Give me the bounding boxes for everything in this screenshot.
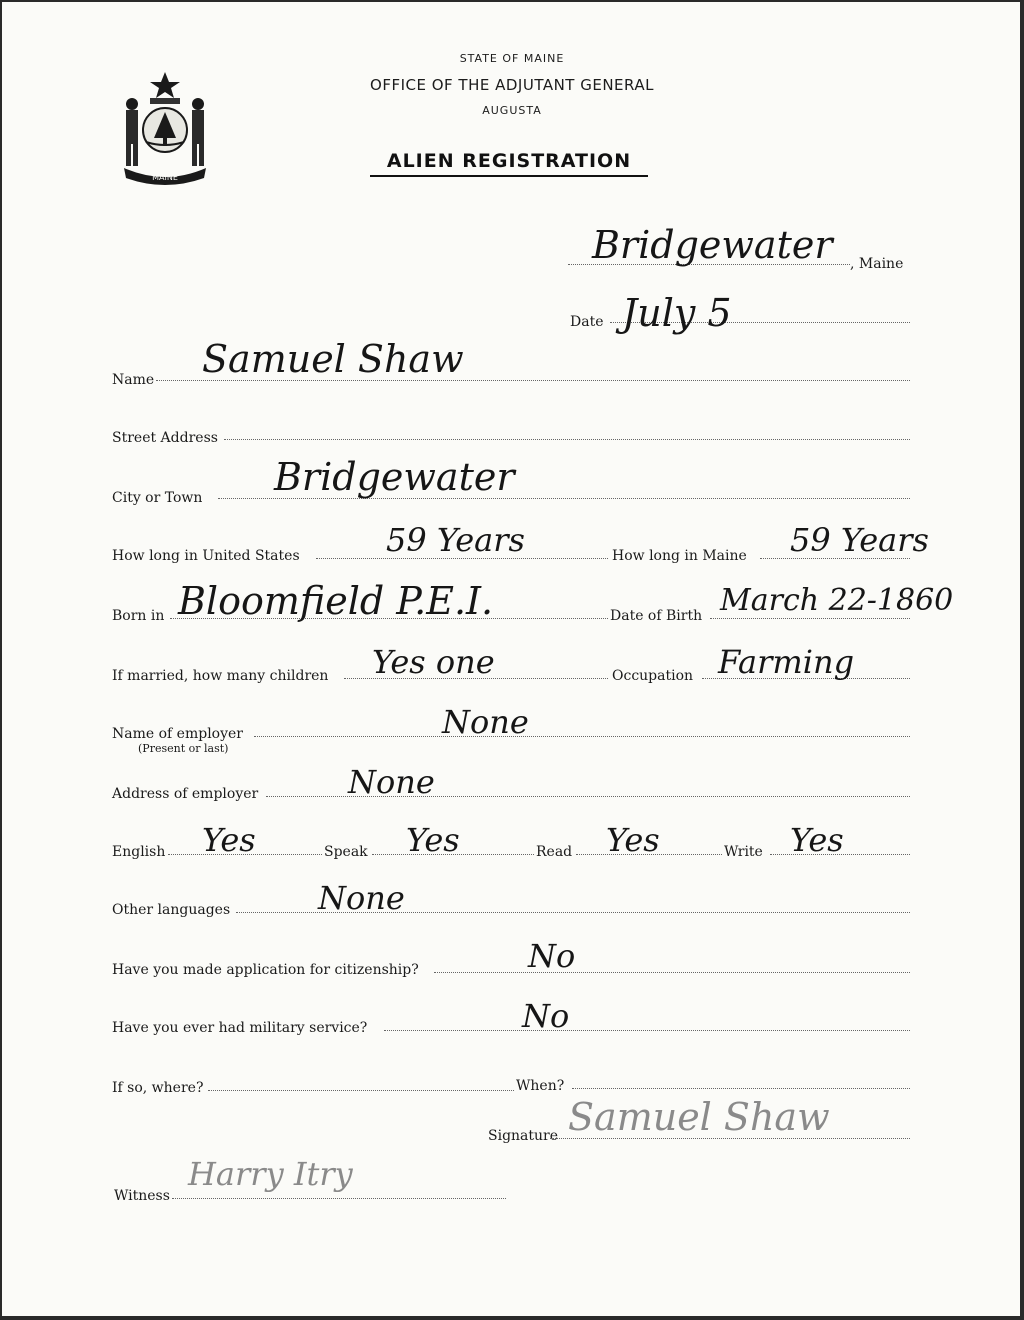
speak-value: Yes bbox=[406, 821, 460, 859]
date-value: July 5 bbox=[622, 291, 732, 335]
when-label: When? bbox=[516, 1078, 565, 1094]
witness-label: Witness bbox=[114, 1188, 170, 1204]
city-value: Bridgewater bbox=[274, 455, 515, 499]
employer-label: Name of employer bbox=[112, 726, 243, 742]
place-suffix: , Maine bbox=[850, 256, 904, 272]
dob-value: March 22-1860 bbox=[720, 583, 954, 618]
write-label: Write bbox=[724, 844, 763, 860]
citizenship-value: No bbox=[528, 937, 576, 975]
how-long-me-label: How long in Maine bbox=[612, 548, 747, 564]
military-line bbox=[384, 1030, 910, 1031]
street-line bbox=[224, 439, 910, 440]
other-lang-label: Other languages bbox=[112, 902, 231, 918]
witness-value: Harry Itry bbox=[188, 1155, 353, 1193]
form-sheet bbox=[2, 2, 1020, 1316]
read-value: Yes bbox=[606, 821, 660, 859]
how-long-us-value: 59 Years bbox=[386, 521, 525, 559]
born-label: Born in bbox=[112, 608, 165, 624]
children-label: If married, how many children bbox=[112, 668, 329, 684]
where-label: If so, where? bbox=[112, 1080, 204, 1096]
header-office: OFFICE OF THE ADJUTANT GENERAL bbox=[370, 76, 654, 94]
svg-text:MAINE: MAINE bbox=[152, 173, 178, 182]
employer-sub-label: (Present or last) bbox=[138, 742, 229, 755]
date-label: Date bbox=[570, 314, 604, 330]
witness-line bbox=[172, 1198, 506, 1199]
form-title: ALIEN REGISTRATION bbox=[370, 150, 648, 177]
english-label: English bbox=[112, 844, 166, 860]
children-value: Yes one bbox=[372, 643, 495, 681]
born-value: Bloomfield P.E.I. bbox=[178, 579, 494, 623]
signature-value: Samuel Shaw bbox=[568, 1095, 830, 1139]
dob-line bbox=[710, 618, 910, 619]
city-label: City or Town bbox=[112, 490, 203, 506]
employer-addr-label: Address of employer bbox=[112, 786, 259, 802]
employer-value: None bbox=[442, 703, 529, 741]
name-value: Samuel Shaw bbox=[202, 337, 464, 381]
military-value: No bbox=[522, 997, 570, 1035]
header-state: STATE OF MAINE bbox=[459, 52, 565, 65]
other-lang-value: None bbox=[318, 879, 405, 917]
read-label: Read bbox=[536, 844, 573, 860]
employer-addr-value: None bbox=[348, 763, 435, 801]
name-label: Name bbox=[112, 372, 155, 388]
signature-label: Signature bbox=[488, 1128, 559, 1144]
maine-state-seal-icon bbox=[110, 68, 220, 188]
header-city: AUGUSTA bbox=[482, 104, 542, 117]
when-line bbox=[572, 1088, 910, 1089]
street-label: Street Address bbox=[112, 430, 218, 446]
english-value: Yes bbox=[202, 821, 256, 859]
military-label: Have you ever had military service? bbox=[112, 1020, 368, 1036]
occupation-label: Occupation bbox=[612, 668, 694, 684]
dob-label: Date of Birth bbox=[610, 608, 703, 624]
write-value: Yes bbox=[790, 821, 844, 859]
where-line bbox=[208, 1090, 514, 1091]
employer-line bbox=[254, 736, 910, 737]
speak-label: Speak bbox=[324, 844, 368, 860]
place-value: Bridgewater bbox=[592, 223, 833, 267]
occupation-value: Farming bbox=[718, 643, 855, 681]
how-long-us-label: How long in United States bbox=[112, 548, 300, 564]
citizenship-line bbox=[434, 972, 910, 973]
how-long-me-value: 59 Years bbox=[790, 521, 929, 559]
citizenship-label: Have you made application for citizenship? bbox=[112, 962, 419, 978]
